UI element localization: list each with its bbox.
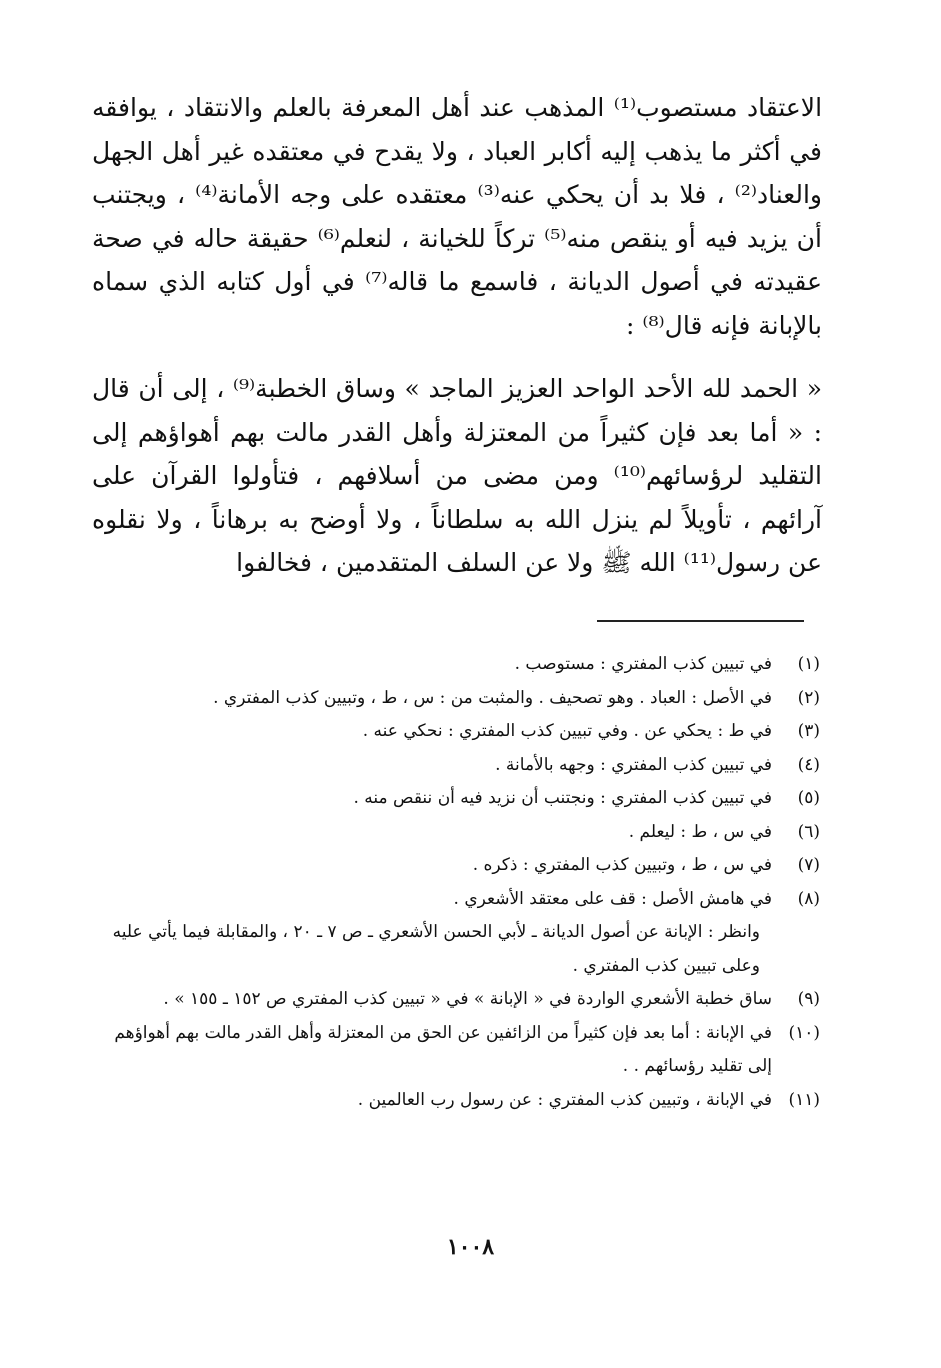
footnote-text: في الإبانة : أما بعد فإن كثيراً من الزائفين عن الحق من المعتزلة وأهل القدر مالت بهم أهواؤهم إلى تقليد رؤسائهم . .: [114, 1022, 772, 1076]
footnote-5: [92, 782, 820, 816]
footnote-text: في الإبانة ، وتبيين كذب المفتري : عن رسول رب العالمين .: [357, 1089, 772, 1110]
footnote-6: [92, 816, 820, 850]
footnote-text: في هامش الأصل : قف على معتقد الأشعري .: [453, 888, 772, 909]
footnote-number: (٢): [797, 687, 820, 708]
footnote-number: (٩): [797, 989, 820, 1009]
footnote-number: (٧): [797, 855, 820, 875]
footnote-divider: [597, 620, 804, 622]
footnote-number: (١): [797, 654, 820, 674]
footnote-text: ساق خطبة الأشعري الواردة في « الإبانة » في « تبيين كذب المفتري ص ١٥٢ ـ ١٥٥ » .: [163, 989, 772, 1009]
footnote-text: في تبيين كذب المفتري : ونجتنب أن نزيد فيه أن ننقص منه .: [353, 788, 772, 808]
footnote-1: [92, 648, 820, 682]
footnotes: [92, 648, 820, 1117]
footnote-text: في س ، ط ، وتبيين كذب المفتري : ذكره .: [472, 855, 772, 875]
footnote-text: في الأصل : العباد . وهو تصحيف . والمثبت من : س ، ط ، وتبيين كذب المفتري .: [213, 687, 772, 708]
footnote-text: في تبيين كذب المفتري : مستوصب .: [514, 654, 772, 674]
footnote-continuation: وانظر : الإبانة عن أصول الديانة ـ لأبي الحسن الأشعري ـ ص ٧ ـ ٢٠ ، والمقابلة فيما يأتي عليه وعلى تبيين كذب المفتري .: [112, 922, 760, 976]
footnote-text: في تبيين كذب المفتري : وجهه بالأمانة .: [495, 754, 772, 775]
footnote-4: [92, 749, 820, 783]
footnote-number: (٨): [797, 888, 820, 909]
footnote-number: (٥): [797, 788, 820, 808]
body-paragraph-2: « الحمد لله الأحد الواحد العزيز الماجد » وساق الخطبة⁽⁹⁾ ، إلى أن قال : « أما بعد فإن كثيراً من المعتزلة وأهل القدر مالت بهم أهواؤهم إلى التقليد لرؤسائهم⁽¹⁰⁾ ومن مضى من أسلافهم ، فتأولوا القرآن على آرائهم ، تأويلاً لم ينزل الله به سلطاناً ، ولا أوضح به برهاناً ، ولا نقلوه عن رسول⁽¹¹⁾ الله ﷺ ولا عن السلف المتقدمين ، فخالفوا: [92, 374, 822, 577]
footnote-text: في س ، ط : ليعلم .: [628, 821, 772, 842]
footnote-number: (١٠): [788, 1022, 820, 1043]
body-paragraph-1: الاعتقاد مستصوب⁽¹⁾ المذهب عند أهل المعرفة بالعلم والانتقاد ، يوافقه في أكثر ما يذهب إليه أكابر العباد ، ولا يقدح في معتقده غير أهل الجهل والعناد⁽²⁾ ، فلا بد أن يحكي عنه⁽³⁾ معتقده على وجه الأمانة⁽⁴⁾ ، ويجتنب أن يزيد فيه أو ينقص منه⁽⁵⁾ تركاً للخيانة ، لنعلم⁽⁶⁾ حقيقة حاله في صحة عقيدته في أصول الديانة ، فاسمع ما قاله⁽⁷⁾ في أول كتابه الذي سماه بالإبانة فإنه قال⁽⁸⁾ :: [92, 93, 823, 340]
footnote-11: [92, 1084, 820, 1118]
footnote-text: في ط : يحكي عن . وفي تبيين كذب المفتري : نحكي عنه .: [362, 721, 772, 741]
footnote-number: (١١): [788, 1089, 820, 1110]
footnote-number: (٤): [797, 754, 820, 775]
footnote-8: [92, 883, 820, 984]
main-text: [92, 86, 822, 585]
page-number: ١٠٠٨: [446, 1234, 495, 1260]
footnote-7: [92, 849, 820, 883]
footnote-9: [92, 983, 820, 1017]
footnote-3: [92, 715, 820, 749]
footnote-number: (٦): [797, 821, 820, 842]
footnote-10: [92, 1017, 820, 1084]
footnote-2: [92, 682, 820, 716]
footnote-number: (٣): [797, 721, 820, 741]
